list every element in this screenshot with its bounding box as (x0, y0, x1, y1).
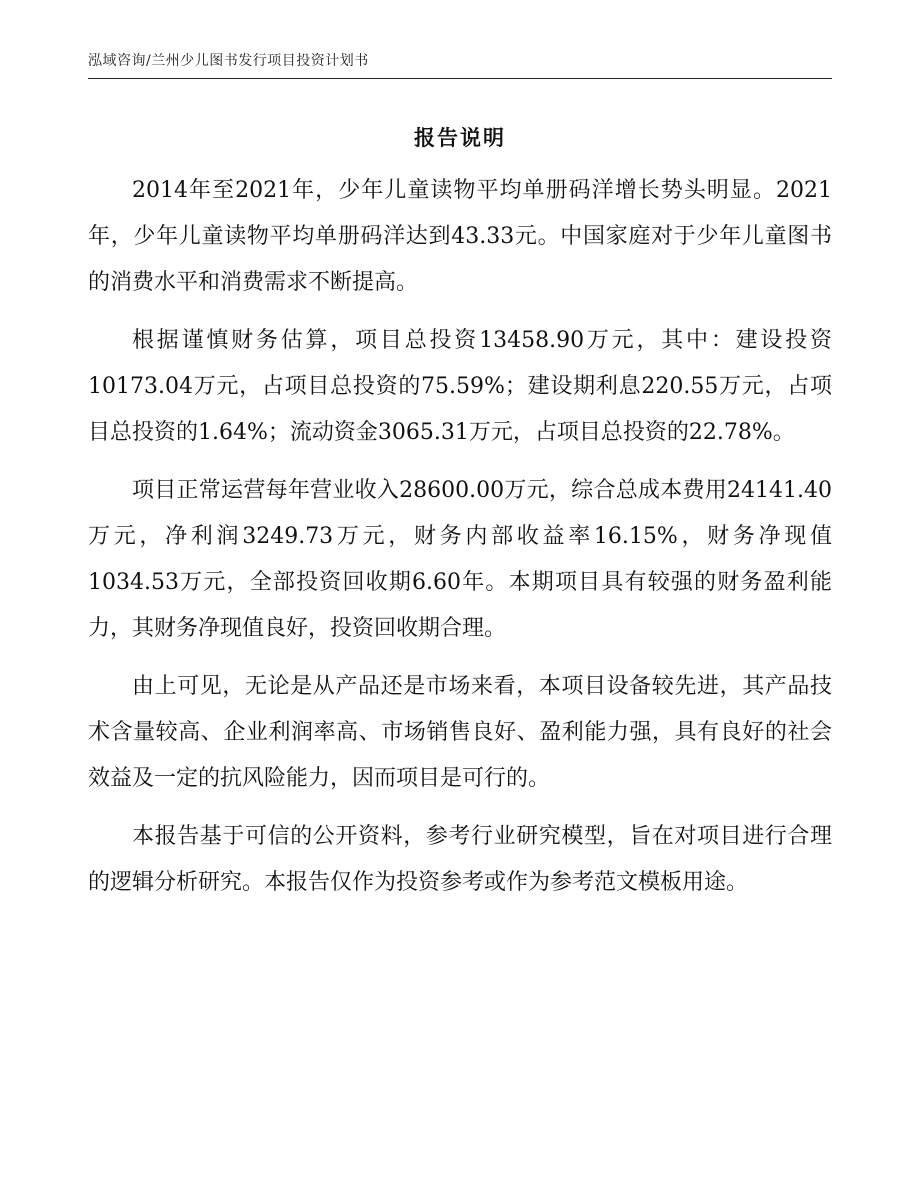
paragraph-market-trend: 2014年至2021年，少年儿童读物平均单册码洋增长势头明显。2021年，少年儿童读物平均单册码洋达到43.33元。中国家庭对于少年儿童图书的消费水平和消费需求不断提高。 (88, 178, 832, 295)
running-header: 泓域咨询/兰州少儿图书发行项目投资计划书 (88, 53, 369, 69)
header-divider (88, 78, 832, 79)
document-body (88, 168, 832, 918)
paragraph-feasibility: 由上可见，无论是从产品还是市场来看，本项目设备较先进，其产品技术含量较高、企业利润率高、市场销售良好、盈利能力强，具有良好的社会效益及一定的抗风险能力，因而项目是可行的。 (88, 674, 832, 791)
paragraph-financials: 项目正常运营每年营业收入28600.00万元，综合总成本费用24141.40万元，净利润3249.73万元，财务内部收益率16.15%，财务净现值1034.53万元，全部投资回收期6.60年。本期项目具有较强的财务盈利能力，其财务净现值良好，投资回收期合理。 (88, 478, 832, 641)
paragraph-disclaimer: 本报告基于可信的公开资料，参考行业研究模型，旨在对项目进行合理的逻辑分析研究。本报告仅作为投资参考或作为参考范文模板用途。 (88, 824, 832, 895)
paragraph-investment: 根据谨慎财务估算，项目总投资13458.90万元，其中：建设投资10173.04万元，占项目总投资的75.59%；建设期利息220.55万元，占项目总投资的1.64%；流动资金3065.31万元，占项目总投资的22.78%。 (88, 328, 832, 445)
page-title: 报告说明 (414, 125, 506, 150)
